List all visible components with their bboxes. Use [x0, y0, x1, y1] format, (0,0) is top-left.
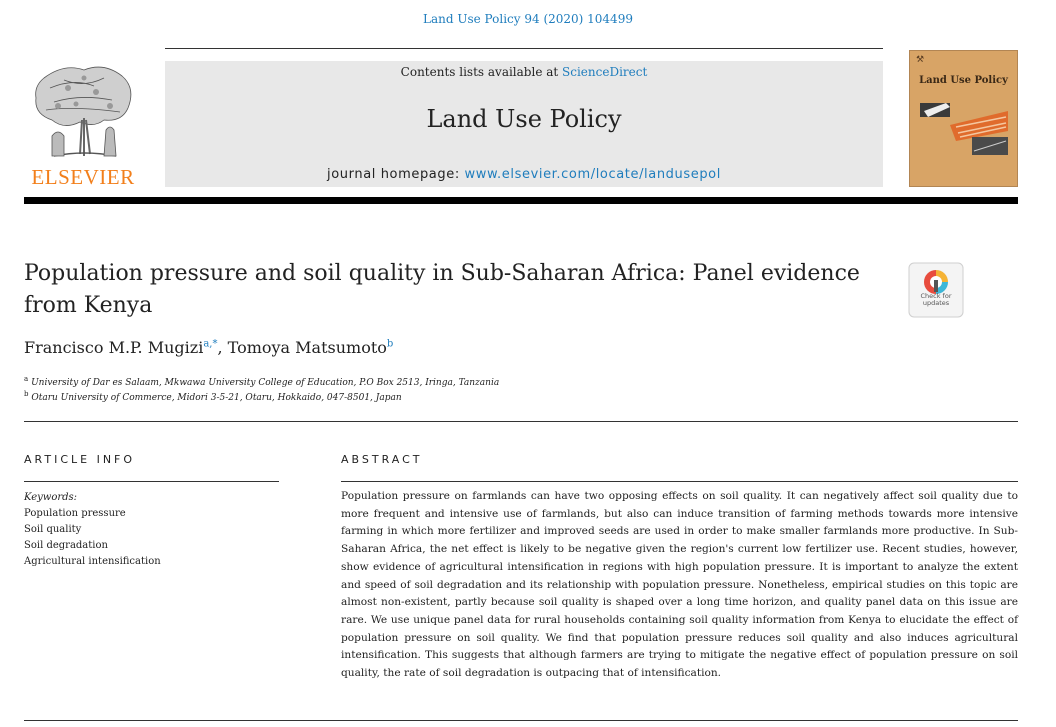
keyword-item[interactable]: Soil quality — [24, 524, 82, 535]
crossmark-icon — [908, 262, 964, 318]
elsevier-logo[interactable] — [24, 58, 142, 190]
affiliation-b — [24, 390, 402, 403]
header-top-rule — [165, 48, 883, 49]
article-info-rule — [24, 481, 279, 482]
crossmark-label — [908, 293, 964, 307]
affiliation-mark: b — [24, 390, 29, 398]
author-name[interactable]: Francisco M.P. Mugizi — [24, 338, 204, 357]
journal-citation[interactable]: Land Use Policy 94 (2020) 104499 — [423, 12, 633, 26]
header-thick-rule — [24, 197, 1018, 204]
keywords-block — [24, 490, 161, 570]
contents-available-line — [165, 65, 883, 79]
journal-cover-thumbnail[interactable] — [909, 50, 1018, 187]
affiliation-a — [24, 375, 499, 388]
homepage-prefix: journal homepage: — [327, 167, 465, 182]
author-separator: , — [217, 338, 228, 357]
article-info-heading: ARTICLE INFO — [24, 453, 136, 466]
journal-homepage-link[interactable]: www.elsevier.com/locate/landusepol — [464, 167, 721, 182]
abstract-rule — [341, 481, 1018, 482]
bottom-rule — [24, 720, 1018, 721]
sciencedirect-link[interactable]: ScienceDirect — [562, 65, 648, 79]
cover-publisher-mark-icon: ⚒ — [916, 55, 925, 65]
keyword-item[interactable]: Soil degradation — [24, 540, 108, 551]
elsevier-wordmark: ELSEVIER — [31, 165, 135, 189]
journal-header-box — [165, 61, 883, 187]
author-name[interactable]: Tomoya Matsumoto — [227, 338, 387, 357]
keyword-item[interactable]: Agricultural intensification — [24, 556, 161, 567]
affiliation-mark: a — [24, 375, 29, 383]
contents-prefix: Contents lists available at — [400, 65, 563, 79]
journal-title: Land Use Policy — [426, 105, 622, 133]
abstract-heading: ABSTRACT — [341, 453, 423, 466]
affiliation-text: Otaru University of Commerce, Midori 3-5-21, Otaru, Hokkaido, 047-8501, Japan — [31, 393, 402, 403]
author-affiliation-mark[interactable]: b — [386, 338, 394, 350]
affiliation-text: University of Dar es Salaam, Mkwawa University College of Education, P.O Box 2513, Iringa, Tanzania — [31, 378, 500, 388]
keywords-label: Keywords: — [24, 492, 78, 503]
elsevier-tree-icon — [24, 58, 142, 166]
abstract-text: Population pressure on farmlands can have two opposing effects on soil quality. It can negatively affect soil quality due to more frequent and intensive use of farmlands, but also can induce transition of farming methods towards more intensive farming in which more fertilizer and improved seeds are used in order to make smaller farmlands more productive. In Sub-Saharan Africa, the net effect is likely to be negative given the region's current low fertilizer use. Recent studies, however, show evidence of agricultural intensification in regions with high population pressure. It is important to analyze the extent and speed of soil degradation and its relationship with population pressure. Nonetheless, empirical studies on this topic are almost non-existent, partly because soil quality is shaped over a long time horizon, and quality panel data on this issue are rare. We use unique panel data for rural households containing soil quality information from Kenya to elucidate the effect of population pressure on soil quality. We find that population pressure reduces soil quality and also induces agricultural intensification. This suggests that although farmers are trying to mitigate the negative effect of population pressure on soil quality, the rate of soil degradation is outpacing that of intensification. — [341, 490, 1018, 680]
section-divider — [24, 421, 1018, 422]
author-list — [24, 338, 393, 357]
author-affiliation-mark[interactable]: a,* — [203, 338, 218, 350]
cover-landscape-icon — [920, 97, 1008, 159]
cover-title: Land Use Policy — [919, 75, 1008, 86]
article-title: Population pressure and soil quality in Sub-Saharan Africa: Panel evidence from Kenya — [24, 261, 860, 318]
crossmark-label-line1: Check for — [920, 292, 952, 300]
journal-homepage-line — [165, 167, 883, 182]
keyword-item[interactable]: Population pressure — [24, 508, 126, 519]
check-for-updates-button[interactable] — [908, 262, 964, 318]
crossmark-label-line2: updates — [922, 299, 950, 307]
